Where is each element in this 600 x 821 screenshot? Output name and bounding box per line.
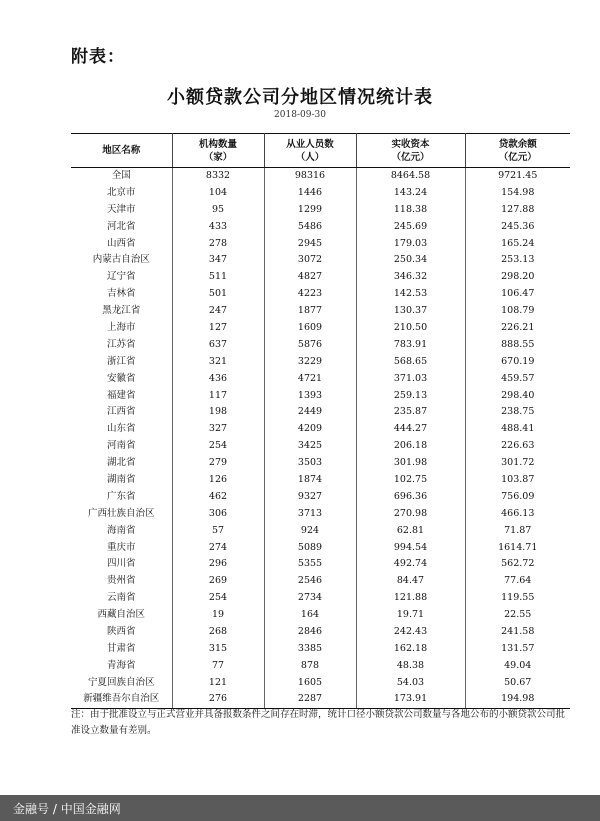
cell-paid-capital: 783.91 bbox=[356, 336, 465, 353]
cell-paid-capital: 84.47 bbox=[356, 573, 465, 590]
cell-institutions: 637 bbox=[172, 336, 264, 353]
table-row bbox=[71, 573, 570, 590]
cell-loan-balance: 245.36 bbox=[465, 218, 570, 235]
table-row bbox=[71, 522, 570, 539]
cell-loan-balance: 131.57 bbox=[465, 640, 570, 657]
cell-paid-capital: 371.03 bbox=[356, 370, 465, 387]
cell-paid-capital: 696.36 bbox=[356, 488, 465, 505]
cell-employees: 2734 bbox=[264, 590, 356, 607]
cell-region: 福建省 bbox=[71, 387, 172, 404]
cell-loan-balance: 50.67 bbox=[465, 674, 570, 691]
cell-employees: 98316 bbox=[264, 168, 356, 185]
table-row bbox=[71, 286, 570, 303]
cell-region: 天津市 bbox=[71, 201, 172, 218]
cell-region: 山西省 bbox=[71, 235, 172, 252]
cell-employees: 1393 bbox=[264, 387, 356, 404]
report-date: 2018-09-30 bbox=[274, 110, 326, 120]
cell-institutions: 511 bbox=[172, 269, 264, 286]
cell-loan-balance: 888.55 bbox=[465, 336, 570, 353]
cell-region: 河南省 bbox=[71, 438, 172, 455]
cell-employees: 5089 bbox=[264, 539, 356, 556]
cell-region: 湖北省 bbox=[71, 455, 172, 472]
table-row bbox=[71, 370, 570, 387]
cell-paid-capital: 206.18 bbox=[356, 438, 465, 455]
cell-paid-capital: 8464.58 bbox=[356, 168, 465, 185]
cell-region: 浙江省 bbox=[71, 353, 172, 370]
cell-region: 宁夏回族自治区 bbox=[71, 674, 172, 691]
cell-loan-balance: 241.58 bbox=[465, 624, 570, 641]
cell-employees: 3072 bbox=[264, 252, 356, 269]
table-row bbox=[71, 252, 570, 269]
table-row bbox=[71, 269, 570, 286]
cell-loan-balance: 459.57 bbox=[465, 370, 570, 387]
cell-loan-balance: 756.09 bbox=[465, 488, 570, 505]
cell-institutions: 347 bbox=[172, 252, 264, 269]
footer-brand: 金融号 bbox=[13, 802, 50, 816]
cell-institutions: 8332 bbox=[172, 168, 264, 185]
cell-institutions: 462 bbox=[172, 488, 264, 505]
cell-region: 广西壮族自治区 bbox=[71, 505, 172, 522]
table-row bbox=[71, 674, 570, 691]
cell-region: 新疆维吾尔自治区 bbox=[71, 691, 172, 708]
table-row bbox=[71, 590, 570, 607]
table-row bbox=[71, 235, 570, 252]
cell-employees: 1299 bbox=[264, 201, 356, 218]
cell-institutions: 436 bbox=[172, 370, 264, 387]
cell-paid-capital: 143.24 bbox=[356, 184, 465, 201]
cell-paid-capital: 142.53 bbox=[356, 286, 465, 303]
cell-paid-capital: 48.38 bbox=[356, 657, 465, 674]
header-paid-capital-label: 实收资本 bbox=[391, 138, 430, 150]
cell-institutions: 327 bbox=[172, 421, 264, 438]
header-loan-balance-label: 贷款余额 bbox=[498, 138, 537, 150]
cell-loan-balance: 194.98 bbox=[465, 691, 570, 708]
cell-loan-balance: 22.55 bbox=[465, 607, 570, 624]
footer-source: 中国金融网 bbox=[60, 802, 121, 816]
table-row bbox=[71, 404, 570, 421]
table-row bbox=[71, 539, 570, 556]
table-row bbox=[71, 624, 570, 641]
footer-bar bbox=[0, 795, 600, 821]
cell-region: 北京市 bbox=[71, 184, 172, 201]
cell-loan-balance: 301.72 bbox=[465, 455, 570, 472]
cell-region: 安徽省 bbox=[71, 370, 172, 387]
cell-loan-balance: 106.47 bbox=[465, 286, 570, 303]
cell-loan-balance: 466.13 bbox=[465, 505, 570, 522]
cell-region: 青海省 bbox=[71, 657, 172, 674]
cell-employees: 3425 bbox=[264, 438, 356, 455]
header-loan-balance bbox=[465, 134, 570, 168]
appendix-label: 附表： bbox=[71, 47, 125, 67]
cell-region: 内蒙古自治区 bbox=[71, 252, 172, 269]
cell-loan-balance: 71.87 bbox=[465, 522, 570, 539]
cell-paid-capital: 568.65 bbox=[356, 353, 465, 370]
cell-region: 江苏省 bbox=[71, 336, 172, 353]
cell-loan-balance: 238.75 bbox=[465, 404, 570, 421]
cell-paid-capital: 173.91 bbox=[356, 691, 465, 708]
cell-employees: 1609 bbox=[264, 320, 356, 337]
cell-region: 海南省 bbox=[71, 522, 172, 539]
cell-employees: 3229 bbox=[264, 353, 356, 370]
table-row bbox=[71, 184, 570, 201]
cell-region: 重庆市 bbox=[71, 539, 172, 556]
cell-employees: 2449 bbox=[264, 404, 356, 421]
table-row bbox=[71, 320, 570, 337]
cell-employees: 2945 bbox=[264, 235, 356, 252]
table-row bbox=[71, 353, 570, 370]
cell-loan-balance: 253.13 bbox=[465, 252, 570, 269]
table-header-row bbox=[71, 134, 570, 168]
cell-institutions: 321 bbox=[172, 353, 264, 370]
header-loan-balance-unit: （亿元） bbox=[498, 151, 537, 163]
cell-institutions: 57 bbox=[172, 522, 264, 539]
table-title: 小额贷款公司分地区情况统计表 bbox=[167, 87, 433, 108]
table-row bbox=[71, 218, 570, 235]
cell-employees: 3385 bbox=[264, 640, 356, 657]
cell-institutions: 274 bbox=[172, 539, 264, 556]
cell-paid-capital: 994.54 bbox=[356, 539, 465, 556]
cell-loan-balance: 9721.45 bbox=[465, 168, 570, 185]
cell-paid-capital: 301.98 bbox=[356, 455, 465, 472]
cell-paid-capital: 259.13 bbox=[356, 387, 465, 404]
cell-loan-balance: 49.04 bbox=[465, 657, 570, 674]
table-row bbox=[71, 336, 570, 353]
table-row bbox=[71, 201, 570, 218]
cell-region: 黑龙江省 bbox=[71, 303, 172, 320]
cell-employees: 9327 bbox=[264, 488, 356, 505]
cell-paid-capital: 242.43 bbox=[356, 624, 465, 641]
cell-region: 西藏自治区 bbox=[71, 607, 172, 624]
cell-loan-balance: 562.72 bbox=[465, 556, 570, 573]
cell-region: 四川省 bbox=[71, 556, 172, 573]
footnote: 注：由于批准设立与正式营业并具备报数条件之间存在时滞，统计口径小额贷款公司数量与各地公布的小额贷款公司批准设立数量有差别。 bbox=[71, 709, 566, 736]
cell-employees: 1605 bbox=[264, 674, 356, 691]
table-row bbox=[71, 455, 570, 472]
header-employees bbox=[264, 134, 356, 168]
table-row bbox=[71, 691, 570, 708]
cell-paid-capital: 235.87 bbox=[356, 404, 465, 421]
header-institutions bbox=[172, 134, 264, 168]
cell-region: 山东省 bbox=[71, 421, 172, 438]
table-row bbox=[71, 607, 570, 624]
cell-paid-capital: 179.03 bbox=[356, 235, 465, 252]
cell-paid-capital: 270.98 bbox=[356, 505, 465, 522]
footer-credit bbox=[13, 800, 121, 817]
header-employees-label: 从业人员数 bbox=[286, 138, 334, 150]
cell-region: 上海市 bbox=[71, 320, 172, 337]
cell-loan-balance: 226.21 bbox=[465, 320, 570, 337]
cell-institutions: 254 bbox=[172, 438, 264, 455]
table-row bbox=[71, 640, 570, 657]
cell-institutions: 127 bbox=[172, 320, 264, 337]
cell-loan-balance: 298.20 bbox=[465, 269, 570, 286]
cell-loan-balance: 165.24 bbox=[465, 235, 570, 252]
footer-separator: / bbox=[52, 802, 57, 816]
cell-loan-balance: 298.40 bbox=[465, 387, 570, 404]
cell-employees: 2287 bbox=[264, 691, 356, 708]
cell-region: 陕西省 bbox=[71, 624, 172, 641]
cell-loan-balance: 77.64 bbox=[465, 573, 570, 590]
cell-institutions: 278 bbox=[172, 235, 264, 252]
table-row bbox=[71, 505, 570, 522]
table-body bbox=[71, 168, 570, 709]
cell-employees: 2546 bbox=[264, 573, 356, 590]
cell-paid-capital: 19.71 bbox=[356, 607, 465, 624]
cell-employees: 4209 bbox=[264, 421, 356, 438]
cell-institutions: 121 bbox=[172, 674, 264, 691]
table-row bbox=[71, 421, 570, 438]
table-row bbox=[71, 488, 570, 505]
cell-institutions: 269 bbox=[172, 573, 264, 590]
cell-paid-capital: 492.74 bbox=[356, 556, 465, 573]
cell-paid-capital: 444.27 bbox=[356, 421, 465, 438]
cell-loan-balance: 127.88 bbox=[465, 201, 570, 218]
cell-institutions: 198 bbox=[172, 404, 264, 421]
cell-institutions: 501 bbox=[172, 286, 264, 303]
cell-region: 辽宁省 bbox=[71, 269, 172, 286]
cell-region: 吉林省 bbox=[71, 286, 172, 303]
header-institutions-label: 机构数量 bbox=[198, 138, 237, 150]
cell-paid-capital: 250.34 bbox=[356, 252, 465, 269]
cell-institutions: 254 bbox=[172, 590, 264, 607]
cell-paid-capital: 210.50 bbox=[356, 320, 465, 337]
cell-region: 河北省 bbox=[71, 218, 172, 235]
cell-employees: 924 bbox=[264, 522, 356, 539]
table-row bbox=[71, 657, 570, 674]
cell-institutions: 117 bbox=[172, 387, 264, 404]
cell-employees: 1446 bbox=[264, 184, 356, 201]
cell-institutions: 77 bbox=[172, 657, 264, 674]
cell-loan-balance: 488.41 bbox=[465, 421, 570, 438]
table-row bbox=[71, 438, 570, 455]
cell-institutions: 247 bbox=[172, 303, 264, 320]
cell-loan-balance: 119.55 bbox=[465, 590, 570, 607]
cell-institutions: 315 bbox=[172, 640, 264, 657]
cell-paid-capital: 245.69 bbox=[356, 218, 465, 235]
cell-employees: 4827 bbox=[264, 269, 356, 286]
cell-employees: 1874 bbox=[264, 472, 356, 489]
header-institutions-unit: （家） bbox=[203, 151, 233, 163]
table-row bbox=[71, 556, 570, 573]
cell-institutions: 95 bbox=[172, 201, 264, 218]
header-paid-capital bbox=[356, 134, 465, 168]
cell-paid-capital: 130.37 bbox=[356, 303, 465, 320]
cell-employees: 5876 bbox=[264, 336, 356, 353]
cell-institutions: 296 bbox=[172, 556, 264, 573]
cell-loan-balance: 226.63 bbox=[465, 438, 570, 455]
cell-institutions: 268 bbox=[172, 624, 264, 641]
cell-institutions: 19 bbox=[172, 607, 264, 624]
statistics-table bbox=[71, 133, 570, 709]
cell-region: 贵州省 bbox=[71, 573, 172, 590]
cell-paid-capital: 54.03 bbox=[356, 674, 465, 691]
cell-region: 甘肃省 bbox=[71, 640, 172, 657]
cell-employees: 4721 bbox=[264, 370, 356, 387]
header-paid-capital-unit: （亿元） bbox=[391, 151, 430, 163]
cell-loan-balance: 670.19 bbox=[465, 353, 570, 370]
cell-employees: 164 bbox=[264, 607, 356, 624]
cell-paid-capital: 62.81 bbox=[356, 522, 465, 539]
table-row bbox=[71, 303, 570, 320]
cell-loan-balance: 1614.71 bbox=[465, 539, 570, 556]
header-region bbox=[71, 134, 172, 168]
cell-employees: 5486 bbox=[264, 218, 356, 235]
cell-loan-balance: 154.98 bbox=[465, 184, 570, 201]
cell-institutions: 306 bbox=[172, 505, 264, 522]
table-row bbox=[71, 168, 570, 185]
header-region-label: 地区名称 bbox=[102, 145, 141, 156]
cell-institutions: 279 bbox=[172, 455, 264, 472]
header-employees-unit: （人） bbox=[295, 151, 325, 163]
cell-region: 广东省 bbox=[71, 488, 172, 505]
cell-employees: 3503 bbox=[264, 455, 356, 472]
cell-employees: 2846 bbox=[264, 624, 356, 641]
cell-region: 湖南省 bbox=[71, 472, 172, 489]
cell-employees: 878 bbox=[264, 657, 356, 674]
cell-loan-balance: 108.79 bbox=[465, 303, 570, 320]
cell-paid-capital: 102.75 bbox=[356, 472, 465, 489]
cell-paid-capital: 121.88 bbox=[356, 590, 465, 607]
cell-region: 云南省 bbox=[71, 590, 172, 607]
table-row bbox=[71, 387, 570, 404]
cell-employees: 1877 bbox=[264, 303, 356, 320]
table-row bbox=[71, 472, 570, 489]
cell-institutions: 126 bbox=[172, 472, 264, 489]
cell-institutions: 104 bbox=[172, 184, 264, 201]
cell-employees: 4223 bbox=[264, 286, 356, 303]
cell-region: 江西省 bbox=[71, 404, 172, 421]
cell-institutions: 433 bbox=[172, 218, 264, 235]
cell-institutions: 276 bbox=[172, 691, 264, 708]
cell-paid-capital: 346.32 bbox=[356, 269, 465, 286]
cell-region: 全国 bbox=[71, 168, 172, 185]
cell-employees: 5355 bbox=[264, 556, 356, 573]
cell-loan-balance: 103.87 bbox=[465, 472, 570, 489]
cell-paid-capital: 118.38 bbox=[356, 201, 465, 218]
cell-employees: 3713 bbox=[264, 505, 356, 522]
cell-paid-capital: 162.18 bbox=[356, 640, 465, 657]
